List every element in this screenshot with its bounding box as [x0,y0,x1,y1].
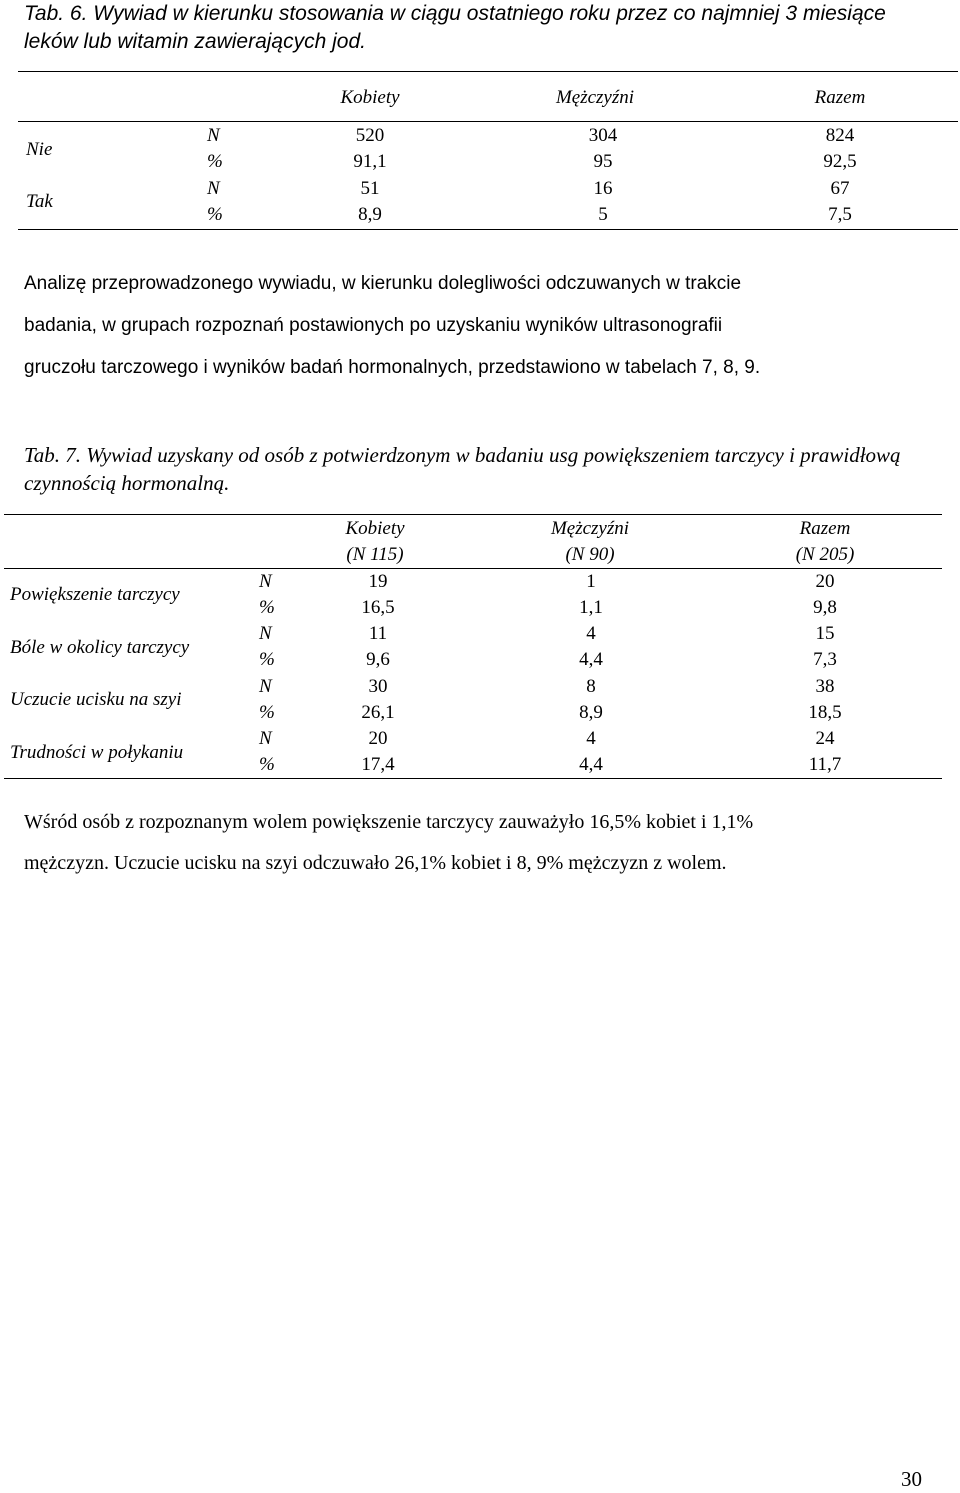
table7-row4-pct-label: % [259,754,275,775]
table7-r2-mezczyzni-pct: 4,4 [579,649,603,670]
table7-r2-razem-pct: 7,3 [813,649,837,670]
table6-tak-kobiety-n: 51 [360,178,380,199]
table6-nie-razem-n: 824 [825,125,855,146]
table7-r3-mezczyzni-pct: 8,9 [579,702,603,723]
table7-top-rule [4,514,942,515]
table7-r4-razem-pct: 11,7 [808,754,842,775]
table7-row-label-ucisk: Uczucie ucisku na szyi [10,689,182,710]
table7-r4-kobiety-n: 20 [368,728,388,749]
table7-r3-razem-n: 38 [815,676,835,697]
table7-r4-mezczyzni-pct: 4,4 [579,754,603,775]
table7-r2-kobiety-pct: 9,6 [366,649,390,670]
table7-row4-n-label: N [259,728,272,749]
table7-row2-n-label: N [259,623,272,644]
table7-r1-mezczyzni-n: 1 [586,571,596,592]
table7-r2-kobiety-n: 11 [368,623,388,644]
table7-row-label-bole: Bóle w okolicy tarczycy [10,637,190,658]
table6-tak-kobiety-pct: 8,9 [358,204,382,225]
table6-tak-razem-pct: 7,5 [828,204,852,225]
table7-row1-n-label: N [259,571,272,592]
table7-r1-mezczyzni-pct: 1,1 [579,597,603,618]
table6-col-razem: Razem [814,87,866,108]
table7-r1-kobiety-pct: 16,5 [361,597,395,618]
page-number: 30 [901,1467,922,1491]
table6-nie-kobiety-n: 520 [355,125,385,146]
paragraph-1-line-2: badania, w grupach rozpoznań postawionych po uzyskaniu wyników ultrasonografii [24,315,723,336]
table6-tak-mezczyzni-pct: 5 [598,204,608,225]
table7-r4-razem-n: 24 [815,728,835,749]
table7-r3-razem-pct: 18,5 [808,702,842,723]
table7-bottom-rule [4,778,942,779]
table6-top-rule [18,71,958,72]
table7-col-mezczyzni: Mężczyźni [550,518,630,539]
table7-r2-razem-n: 15 [815,623,835,644]
table7-r4-mezczyzni-n: 4 [586,728,596,749]
table7-col-kobiety-n: (N 115) [346,544,404,565]
table7-r4-kobiety-pct: 17,4 [361,754,395,775]
paragraph-1-line-3: gruczołu tarczowego i wyników badań hormonalnych, przedstawiono w tabelach 7, 8, 9. [24,357,761,378]
table6-row-nie-n-label: N [207,125,220,146]
table7-r3-mezczyzni-n: 8 [586,676,596,697]
table7-r1-razem-n: 20 [815,571,835,592]
table6-row-label-nie: Nie [26,139,53,160]
table7-r3-kobiety-pct: 26,1 [361,702,395,723]
table6-tak-mezczyzni-n: 16 [593,178,613,199]
table6-tak-razem-n: 67 [830,178,850,199]
table6-caption: Tab. 6. Wywiad w kierunku stosowania w ciągu ostatniego roku przez co najmniej 3 miesiące leków lub witamin zawierających jod. [24,2,886,53]
table6-col-kobiety: Kobiety [340,87,400,108]
table6-nie-mezczyzni-n: 304 [588,125,618,146]
table6-row-tak-n-label: N [207,178,220,199]
table7-r1-razem-pct: 9,8 [813,597,837,618]
table7-r2-mezczyzni-n: 4 [586,623,596,644]
table6-col-mezczyzni: Mężczyźni [555,87,635,108]
table7-col-razem: Razem [799,518,851,539]
table6-nie-mezczyzni-pct: 95 [593,151,613,172]
table7-row3-pct-label: % [259,702,275,723]
table7-row3-n-label: N [259,676,272,697]
table6-header-rule [18,121,958,122]
table6-bottom-rule [18,229,958,230]
table7-row-label-trudnosci: Trudności w połykaniu [10,742,184,763]
table7-row2-pct-label: % [259,649,275,670]
table7-col-razem-n: (N 205) [795,544,855,565]
table7-row-label-powiekszenie: Powiększenie tarczycy [10,584,180,605]
paragraph-1-line-1: Analizę przeprowadzonego wywiadu, w kierunku dolegliwości odczuwanych w trakcie [24,273,742,294]
table7-col-mezczyzni-n: (N 90) [565,544,615,565]
paragraph-2-line-2: mężczyzn. Uczucie ucisku na szyi odczuwało 26,1% kobiet i 8, 9% mężczyzn z wolem. [24,852,727,874]
table7-r1-kobiety-n: 19 [368,571,388,592]
table7-r3-kobiety-n: 30 [368,676,388,697]
table7-row1-pct-label: % [259,597,275,618]
table6-row-label-tak: Tak [26,191,53,212]
table7-caption: Tab. 7. Wywiad uzyskany od osób z potwierdzonym w badaniu usg powiększeniem tarczycy i prawidłową czynnością hormonalną. [24,443,901,495]
table7-col-kobiety: Kobiety [345,518,405,539]
paragraph-2-line-1: Wśród osób z rozpoznanym wolem powiększenie tarczycy zauważyło 16,5% kobiet i 1,1% [24,811,754,833]
table6-nie-razem-pct: 92,5 [823,151,857,172]
table6-row-nie-pct-label: % [207,151,223,172]
table6-nie-kobiety-pct: 91,1 [353,151,387,172]
table6-row-tak-pct-label: % [207,204,223,225]
